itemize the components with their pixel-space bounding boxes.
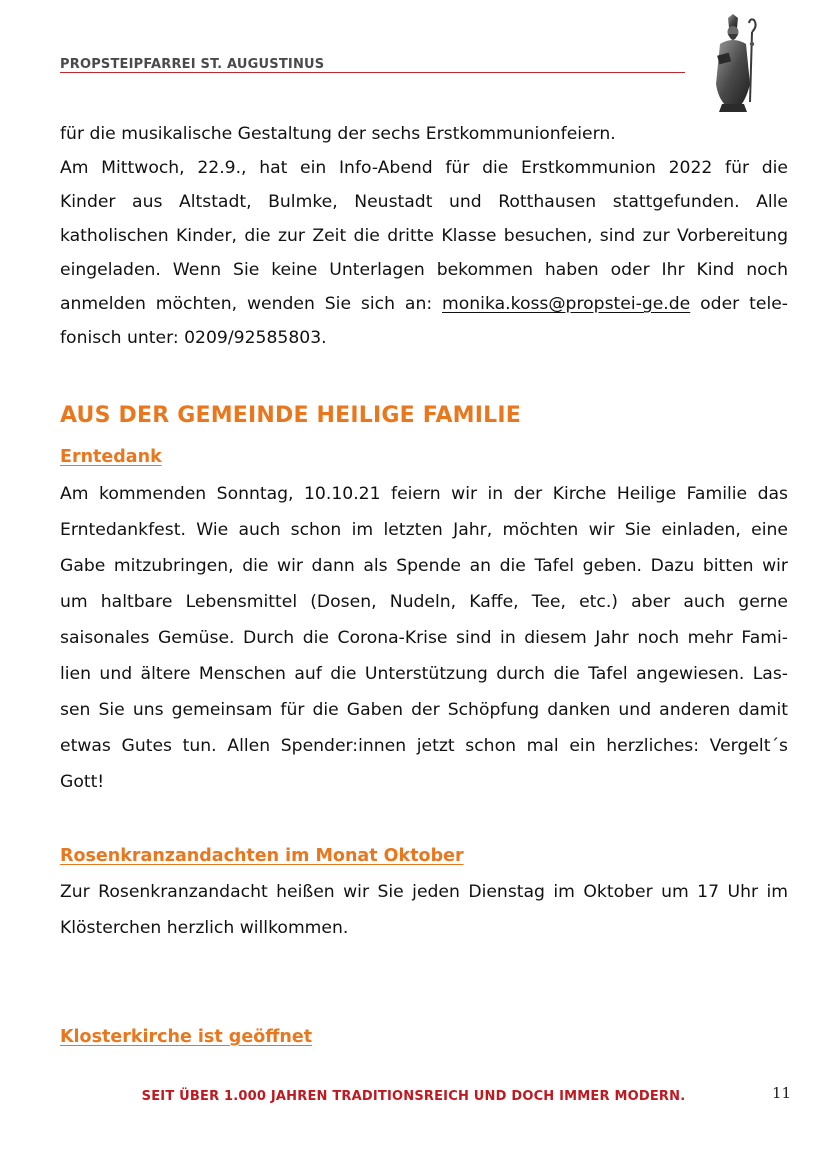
- erntedank-line: sen Sie uns gemeinsam für die Gaben der Schöpfung danken und anderen damit: [60, 700, 788, 720]
- footer-slogan: SEIT ÜBER 1.000 JAHREN TRADITIONSREICH UND DOCH IMMER MODERN.: [141, 1089, 686, 1104]
- intro-line-6-after: oder tele-: [690, 294, 788, 314]
- intro-line-7: fonisch unter: 0209/92585803.: [60, 328, 327, 348]
- erntedank-line: Am kommenden Sonntag, 10.10.21 feiern wir in der Kirche Heilige Familie das: [60, 484, 788, 504]
- erntedank-line: um haltbare Lebensmittel (Dosen, Nudeln, Kaffe, Tee, etc.) aber auch gerne: [60, 592, 788, 612]
- intro-line-6-before: anmelden möchten, wenden Sie sich an:: [60, 294, 443, 314]
- intro-line-2: Am Mittwoch, 22.9., hat ein Info-Abend für die Erstkommunion 2022 für die: [60, 158, 788, 178]
- section-heading: AUS DER GEMEINDE HEILIGE FAMILIE: [60, 403, 521, 428]
- intro-line-1: für die musikalische Gestaltung der sechs Erstkommunionfeiern.: [60, 124, 616, 144]
- rosenkranz-line: Zur Rosenkranzandacht heißen wir Sie jeden Dienstag im Oktober um 17 Uhr im: [60, 882, 788, 902]
- contact-email-link[interactable]: monika.koss@propstei-ge.de: [442, 294, 691, 314]
- intro-line-5: eingeladen. Wenn Sie keine Unterlagen bekommen haben oder Ihr Kind noch: [60, 260, 788, 280]
- erntedank-line: lien und ältere Menschen auf die Unterstützung durch die Tafel angewiesen. Las-: [60, 664, 788, 684]
- erntedank-line: Erntedankfest. Wie auch schon im letzten Jahr, möchten wir Sie einladen, eine: [60, 520, 788, 540]
- erntedank-title: Erntedank: [60, 447, 162, 467]
- parish-name: PROPSTEIPFARREI ST. AUGUSTINUS: [60, 57, 325, 72]
- intro-line-4: katholischen Kinder, die zur Zeit die dritte Klasse besuchen, sind zur Vorbereitung: [60, 226, 788, 246]
- rosenkranz-line: Klösterchen herzlich willkommen.: [60, 918, 349, 938]
- intro-line-6: [60, 294, 788, 314]
- erntedank-line: Gott!: [60, 772, 105, 792]
- saint-augustine-statue-icon: [706, 14, 764, 114]
- erntedank-line: saisonales Gemüse. Durch die Corona-Krise sind in diesem Jahr noch mehr Fami-: [60, 628, 788, 648]
- page-number: 11: [772, 1084, 792, 1102]
- erntedank-line: etwas Gutes tun. Allen Spender:innen jetzt schon mal ein herzliches: Vergelt´s: [60, 736, 788, 756]
- rosenkranz-title: Rosenkranzandachten im Monat Oktober: [60, 846, 464, 866]
- klosterkirche-title: Klosterkirche ist geöffnet: [60, 1027, 313, 1047]
- erntedank-line: Gabe mitzubringen, die wir dann als Spende an die Tafel geben. Dazu bitten wir: [60, 556, 788, 576]
- intro-line-3: Kinder aus Altstadt, Bulmke, Neustadt und Rotthausen stattgefunden. Alle: [60, 192, 788, 212]
- header-divider: [60, 72, 685, 73]
